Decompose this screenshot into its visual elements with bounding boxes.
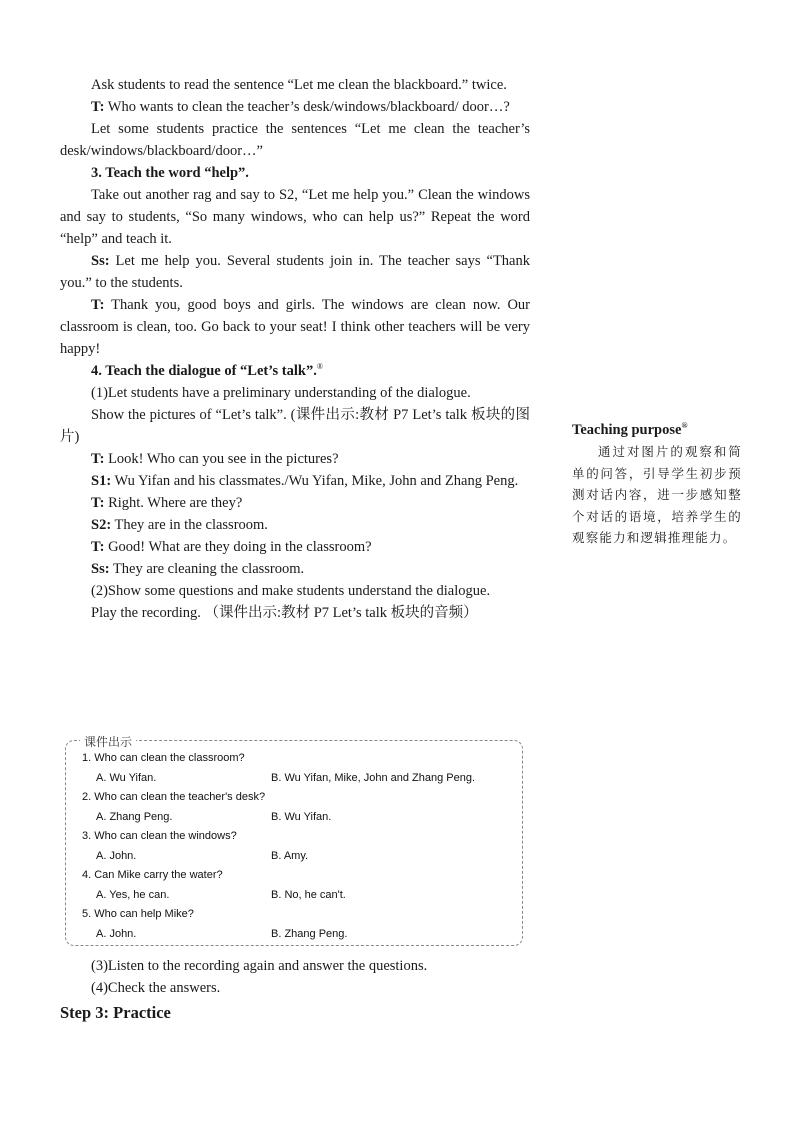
courseware-question-box bbox=[65, 735, 523, 946]
dialogue-line bbox=[60, 448, 530, 470]
paragraph: Take out another rag and say to S2, “Let me help you.” Clean the windows and say to students, “So many windows, who can help us?” Repeat the word “help” and teach it. bbox=[60, 187, 530, 247]
dialogue-text: Good! What are they doing in the classroom? bbox=[104, 539, 372, 555]
speaker-label: Ss: bbox=[91, 253, 110, 269]
speaker-label: S1: bbox=[91, 473, 112, 489]
paragraph: Let some students practice the sentences “Let me clean the teacher’s desk/windows/blackboard/door…” bbox=[60, 121, 530, 159]
sidebar-text: 通过对图片的观察和简单的问答，引导学生初步预测对话内容，进一步感知整个对话的语境，培养学生的观察能力和逻辑推理能力。 bbox=[572, 445, 742, 545]
dialogue-text: Thank you, good boys and girls. The windows are clean now. Our classroom is clean, too. Go back to your seat! I think other teachers will be very happy! bbox=[60, 297, 530, 357]
question: 3. Who can clean the windows? bbox=[82, 830, 237, 842]
option-b: B. Zhang Peng. bbox=[271, 928, 348, 940]
dialogue-text: Who wants to clean the teacher’s desk/windows/blackboard/ door…? bbox=[104, 99, 510, 115]
lesson-body-continued bbox=[60, 955, 530, 999]
paragraph: Show the pictures of “Let’s talk”. (课件出示:教材 P7 Let’s talk 板块的图片) bbox=[60, 407, 530, 445]
speaker-label: T: bbox=[91, 539, 105, 555]
speaker-label: Ss: bbox=[91, 561, 110, 577]
speaker-label: T: bbox=[91, 99, 105, 115]
paragraph: (1)Let students have a preliminary understanding of the dialogue. bbox=[91, 385, 471, 401]
dialogue-text: Right. Where are they? bbox=[104, 495, 243, 511]
subheading-teach-dialogue: 4. Teach the dialogue of “Let’s talk”.® bbox=[91, 362, 323, 379]
speaker-label: T: bbox=[91, 297, 105, 313]
sidebar-title: Teaching purpose® bbox=[572, 421, 688, 438]
dialogue-text: Look! Who can you see in the pictures? bbox=[104, 451, 339, 467]
dialogue-text: They are cleaning the classroom. bbox=[109, 561, 305, 577]
speaker-label: S2: bbox=[91, 517, 112, 533]
option-b: B. Wu Yifan. bbox=[271, 811, 332, 823]
footnote-marker: ® bbox=[316, 362, 323, 372]
dialogue-line bbox=[60, 558, 530, 580]
paragraph: (2)Show some questions and make students understand the dialogue. bbox=[91, 583, 491, 599]
speaker-label: T: bbox=[91, 451, 105, 467]
dialogue-line bbox=[60, 250, 530, 294]
dialogue-text: They are in the classroom. bbox=[111, 517, 268, 533]
box-label: 课件出示 bbox=[80, 733, 136, 750]
option-a: A. John. bbox=[96, 850, 137, 862]
section-heading-step3: Step 3: Practice bbox=[60, 1003, 171, 1022]
option-b: B. Amy. bbox=[271, 850, 309, 862]
dialogue-line bbox=[60, 492, 530, 514]
option-b: B. Wu Yifan, Mike, John and Zhang Peng. bbox=[271, 772, 476, 784]
option-a: A. John. bbox=[96, 928, 137, 940]
dialogue-line bbox=[60, 294, 530, 360]
question: 5. Who can help Mike? bbox=[82, 908, 194, 920]
option-a: A. Zhang Peng. bbox=[96, 811, 173, 823]
option-b: B. No, he can't. bbox=[271, 889, 346, 901]
paragraph: (4)Check the answers. bbox=[91, 980, 221, 996]
dialogue-text: Let me help you. Several students join in. The teacher says “Thank you.” to the students. bbox=[60, 253, 530, 291]
lesson-body bbox=[60, 74, 530, 624]
speaker-label: T: bbox=[91, 495, 105, 511]
dialogue-text: Wu Yifan and his classmates./Wu Yifan, Mike, John and Zhang Peng. bbox=[111, 473, 519, 489]
paragraph: Play the recording. （课件出示:教材 P7 Let’s talk 板块的音频） bbox=[91, 605, 478, 621]
question: 1. Who can clean the classroom? bbox=[82, 752, 245, 764]
question: 2. Who can clean the teacher's desk? bbox=[82, 791, 266, 803]
option-a: A. Wu Yifan. bbox=[96, 772, 157, 784]
footnote-marker: ® bbox=[681, 421, 688, 431]
dialogue-line bbox=[60, 514, 530, 536]
subheading-teach-help: 3. Teach the word “help”. bbox=[91, 165, 249, 181]
dialogue-line bbox=[60, 536, 530, 558]
dialogue-line bbox=[60, 470, 530, 492]
teaching-purpose-sidebar bbox=[572, 420, 742, 550]
question: 4. Can Mike carry the water? bbox=[82, 869, 223, 881]
paragraph: Ask students to read the sentence “Let me clean the blackboard.” twice. bbox=[91, 77, 507, 93]
option-a: A. Yes, he can. bbox=[96, 889, 170, 901]
paragraph: (3)Listen to the recording again and answer the questions. bbox=[91, 958, 428, 974]
dialogue-line bbox=[60, 96, 530, 118]
